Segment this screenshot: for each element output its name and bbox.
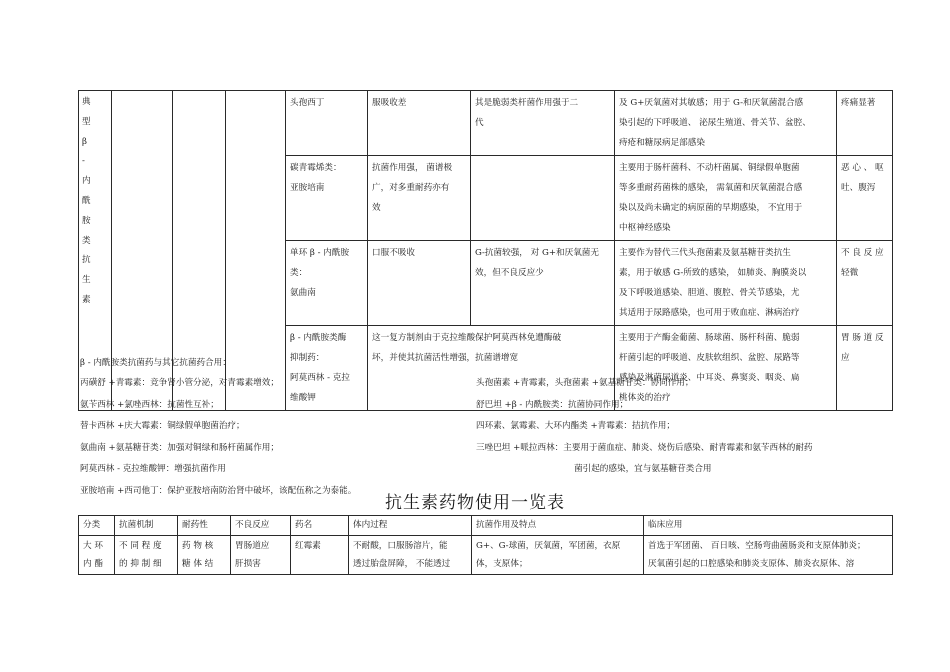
clinical-line: 等多重耐药菌株的感染， 需氧菌和厌氧菌混合感	[619, 183, 803, 193]
section-title: 抗生素药物使用一览表	[385, 493, 565, 513]
cell-line: 厌氧菌引起的口腔感染和肺炎支原体、肺炎衣原体、溶	[648, 559, 855, 569]
drug-line: β - 内酰胺类酶	[290, 333, 347, 343]
drug-line: 阿莫西林 - 克拉	[290, 373, 350, 383]
table-cell	[291, 536, 349, 575]
adverse-cell	[837, 241, 893, 326]
adverse-line: 疼痛显著	[841, 98, 876, 108]
cell-line: 糖 体 结	[182, 559, 214, 569]
clinical-cell	[615, 241, 837, 326]
cat-char: 生	[82, 275, 91, 286]
action-cell	[471, 156, 615, 241]
cell-line: 首选于军团菌、 百日咳、空肠弯曲菌肠炎和支原体肺炎；	[648, 541, 866, 551]
drug-cell	[286, 91, 368, 156]
note-line: 替卡西林 +庆大霉素：铜绿假单胞菌治疗；	[80, 421, 245, 431]
cat-char: 酰	[82, 195, 91, 206]
note-line: 三唑巴坦 +哌拉西林：主要用于菌血症、肺炎、烧伤后感染、耐青霉素和氨苄西林的耐药	[476, 443, 813, 453]
header-cell: 体内过程	[349, 516, 472, 536]
merged-line: 坏，并使其抗菌活性增强，抗菌谱增宽	[372, 353, 519, 363]
note-line: 氨曲南 +氨基糖苷类：加强对铜绿和肠杆菌属作用；	[80, 443, 279, 453]
drug-line: 氨曲南	[290, 288, 316, 298]
adverse-line: 不 良 反 应	[841, 248, 884, 258]
clinical-line: 素，用于敏感 G-所致的感染， 如肺炎、胸膜炎以	[619, 268, 807, 278]
note-line: 头孢菌素 +青霉素，头孢菌素 +氨基糖苷类：协同作用；	[476, 378, 694, 388]
drug-line: 亚胺培南	[290, 183, 325, 193]
cat-char: -	[82, 156, 85, 167]
note-line: 菌引起的感染，宜与氨基糖苷类合用	[574, 464, 712, 474]
cell-line: 不 同 程 度	[119, 541, 162, 551]
note-line: 舒巴坦 +β - 内酰胺类：抗菌协同作用；	[476, 400, 629, 410]
pk-line: 口服不吸收	[372, 248, 415, 258]
action-line: G-抗菌较强， 对 G+和厌氧菌无	[475, 248, 599, 258]
drug-line: 维酸钾	[290, 393, 316, 403]
table-cell	[178, 536, 231, 575]
cat-char: β	[82, 136, 87, 147]
note-line: 氨苄西林 +氯唑西林：抗菌性互补；	[80, 400, 219, 410]
adverse-line: 应	[841, 353, 850, 363]
adverse-cell	[837, 326, 893, 411]
clinical-line: 其适用于尿路感染，也可用于败血症、淋病治疗	[619, 308, 800, 318]
header-cell: 抗菌机制	[115, 516, 178, 536]
pk-cell	[368, 91, 471, 156]
merged-line: 这一复方制剂由于克拉维酸保护阿莫西林免遭酶破	[372, 333, 562, 343]
drug-line: 抑制药：	[290, 353, 325, 363]
header-row	[79, 516, 893, 536]
cat-char: 素	[82, 294, 91, 305]
clinical-cell	[615, 91, 837, 156]
action-line: 代	[475, 118, 484, 128]
header-cell: 分类	[79, 516, 115, 536]
cell-line: 肝损害	[235, 559, 261, 569]
adverse-line: 胃 肠 道 反	[841, 333, 884, 343]
clinical-line: 感染及淋菌尿道炎、中耳炎、鼻窦炎、咽炎、扁	[619, 373, 800, 383]
note-line: 阿莫西林 - 克拉维酸钾：增强抗菌作用	[80, 464, 226, 474]
clinical-cell	[615, 326, 837, 411]
clinical-line: 染引起的下呼吸道、 泌尿生殖道、骨关节、盆腔、	[619, 118, 811, 128]
clinical-line: 染以及尚未确定的病原菌的早期感染， 不宜用于	[619, 203, 803, 213]
clinical-line: 桃体炎的治疗	[619, 393, 671, 403]
clinical-line: 主要用于肠杆菌科、不动杆菌属、铜绿假单胞菌	[619, 163, 800, 173]
table-cell	[79, 536, 115, 575]
clinical-line: 及下呼吸道感染、胆道、腹腔、骨关节感染，尤	[619, 288, 800, 298]
cat-char: 抗	[82, 255, 91, 266]
clinical-line: 痔疮和糖尿病足部感染	[619, 138, 705, 148]
clinical-line: 主要用于产酶金葡菌、肠球菌、肠杆科菌、脆弱	[619, 333, 800, 343]
action-cell	[471, 91, 615, 156]
table-cell	[115, 536, 178, 575]
cat-char: 类	[82, 235, 91, 246]
cat-char: 胺	[82, 215, 91, 226]
cell-line: 红霉素	[295, 541, 321, 551]
adverse-line: 轻微	[841, 268, 859, 278]
header-cell: 耐药性	[178, 516, 231, 536]
table-cell	[349, 536, 472, 575]
table-cell	[231, 536, 291, 575]
pk-line: 效	[372, 203, 381, 213]
pk-cell	[368, 241, 471, 326]
cell-line: G+、G-球菌，厌氧菌，军团菌，衣原	[476, 541, 621, 551]
clinical-line: 及 G+厌氧菌对其敏感；用于 G-和厌氧菌混合感	[619, 98, 804, 108]
table-row	[79, 91, 893, 156]
clinical-cell	[615, 156, 837, 241]
clinical-line: 主要作为替代三代头孢菌素及氨基糖苷类抗生	[619, 248, 791, 258]
action-cell	[471, 241, 615, 326]
drug-line: 类：	[290, 268, 308, 278]
cell-line: 体，支原体；	[476, 559, 528, 569]
adverse-cell	[837, 156, 893, 241]
drug-line: 碳青霉烯类：	[290, 163, 342, 173]
pk-line: 广，对多重耐药亦有	[372, 183, 450, 193]
cat-char: 内	[82, 176, 91, 187]
empty-cell	[226, 91, 286, 411]
cell-line: 胃肠道应	[235, 541, 270, 551]
pk-line: 抗菌作用强， 菌谱极	[372, 163, 453, 173]
action-line: 其是脆弱类杆菌作用强于二	[475, 98, 579, 108]
note-line: 丙磺舒 +青霉素：竞争肾小管分泌，对青霉素增效；	[80, 378, 279, 388]
note-line: 四环素、氯霉素、大环内酯类 +青霉素：拮抗作用；	[476, 421, 675, 431]
table-row	[79, 536, 893, 575]
table-cell	[472, 536, 644, 575]
drug-line: 头孢西丁	[290, 98, 325, 108]
header-cell: 抗菌作用及特点	[472, 516, 644, 536]
cat-char: 型	[82, 116, 91, 127]
table-cell	[644, 536, 893, 575]
cell-line: 内 酯	[83, 559, 103, 569]
cell-line: 的 抑 制 细	[119, 559, 162, 569]
drug-cell	[286, 241, 368, 326]
pk-cell	[368, 156, 471, 241]
antibiotics-overview-table	[78, 515, 893, 575]
action-line: 效，但不良反应少	[475, 268, 544, 278]
cell-line: 透过胎盘屏障， 不能透过	[353, 559, 451, 569]
cell-line: 药 物 核	[182, 541, 214, 551]
header-cell: 不良反应	[231, 516, 291, 536]
drug-cell	[286, 156, 368, 241]
header-cell: 临床应用	[644, 516, 893, 536]
drug-line: 单环 β - 内酰胺	[290, 248, 350, 258]
drug-cell	[286, 326, 368, 411]
adverse-line: 吐、腹泻	[841, 183, 876, 193]
adverse-line: 恶 心 、 呕	[841, 163, 884, 173]
adverse-cell	[837, 91, 893, 156]
cell-line: 大 环	[83, 541, 103, 551]
notes-heading: β - 内酰胺类抗菌药与其它抗菌药合用：	[80, 358, 231, 368]
clinical-line: 杆菌引起的呼吸道、皮肤软组织、盆腔、尿路等	[619, 353, 800, 363]
cat-char: 典	[82, 97, 91, 107]
header-cell: 药名	[291, 516, 349, 536]
pk-line: 服吸收差	[372, 98, 407, 108]
clinical-line: 中枢神经感染	[619, 223, 671, 233]
cell-line: 不耐酸，口服肠溶片，能	[353, 541, 448, 551]
note-line: 亚胺培南 +西司他丁：保护亚胺培南防治肾中破坏，该配伍称之为泰能。	[80, 486, 357, 496]
